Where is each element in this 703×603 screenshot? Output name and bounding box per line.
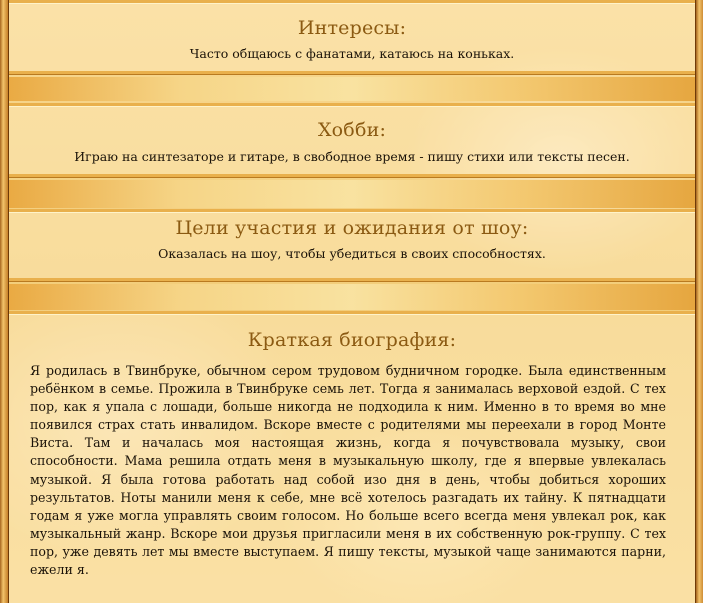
hobbies-text: Играю на синтезаторе и гитаре, в свободное время - пишу стихи или тексты песен.	[74, 149, 630, 164]
goals-heading: Цели участия и ожидания от шоу:	[175, 217, 529, 239]
biography-heading: Краткая биография:	[247, 329, 457, 351]
divider-strip	[9, 77, 695, 101]
divider-strip	[9, 180, 695, 208]
hobbies-heading: Хобби:	[317, 119, 387, 141]
hobbies-section	[9, 103, 695, 177]
biography-section	[9, 311, 695, 603]
left-frame-border	[0, 0, 9, 603]
interests-section	[9, 0, 695, 74]
interests-text: Часто общаюсь с фанатами, катаюсь на коньках.	[189, 46, 515, 61]
goals-text: Оказалась на шоу, чтобы убедиться в своих способностях.	[158, 246, 546, 261]
divider-strip	[9, 284, 695, 310]
interests-heading: Интересы:	[297, 17, 407, 39]
goals-section	[9, 209, 695, 281]
biography-text: Я родилась в Твинбруке, обычном сером трудовом будничном городке. Была единственным ребёнком в семье. Прожила в Твинбруке семь лет. Тогда я занималась верховой ездой. С тех пор, как я упала с лошади, больше никогда не подходила к ним. Именно в то время во мне появился страх стать инвалидом. Вскоре вместе с родителями мы переехали в город Монте Виста. Там и началась моя настоящая жизнь, когда я почувствовала музыку, свои способности. Мама решила отдать меня в музыкальную школу, где я впервые увлекалась музыкой. Я была готова работать над собой изо дня в день, чтобы добиться хороших результатов. Ноты манили меня к себе, мне всё хотелось разгадать их тайну. К пятнадцати годам я уже могла управлять своим голосом. Но больше всего всегда меня увлекал рок, как музыкальный жанр. Вскоре мои друзья пригласили меня в их собственную рок-группу. С тех пор, уже девять лет мы вместе выступаем. Я пишу тексты, музыкой чаще занимаются парни, ежели я.	[30, 363, 666, 578]
right-frame-border	[695, 0, 703, 603]
